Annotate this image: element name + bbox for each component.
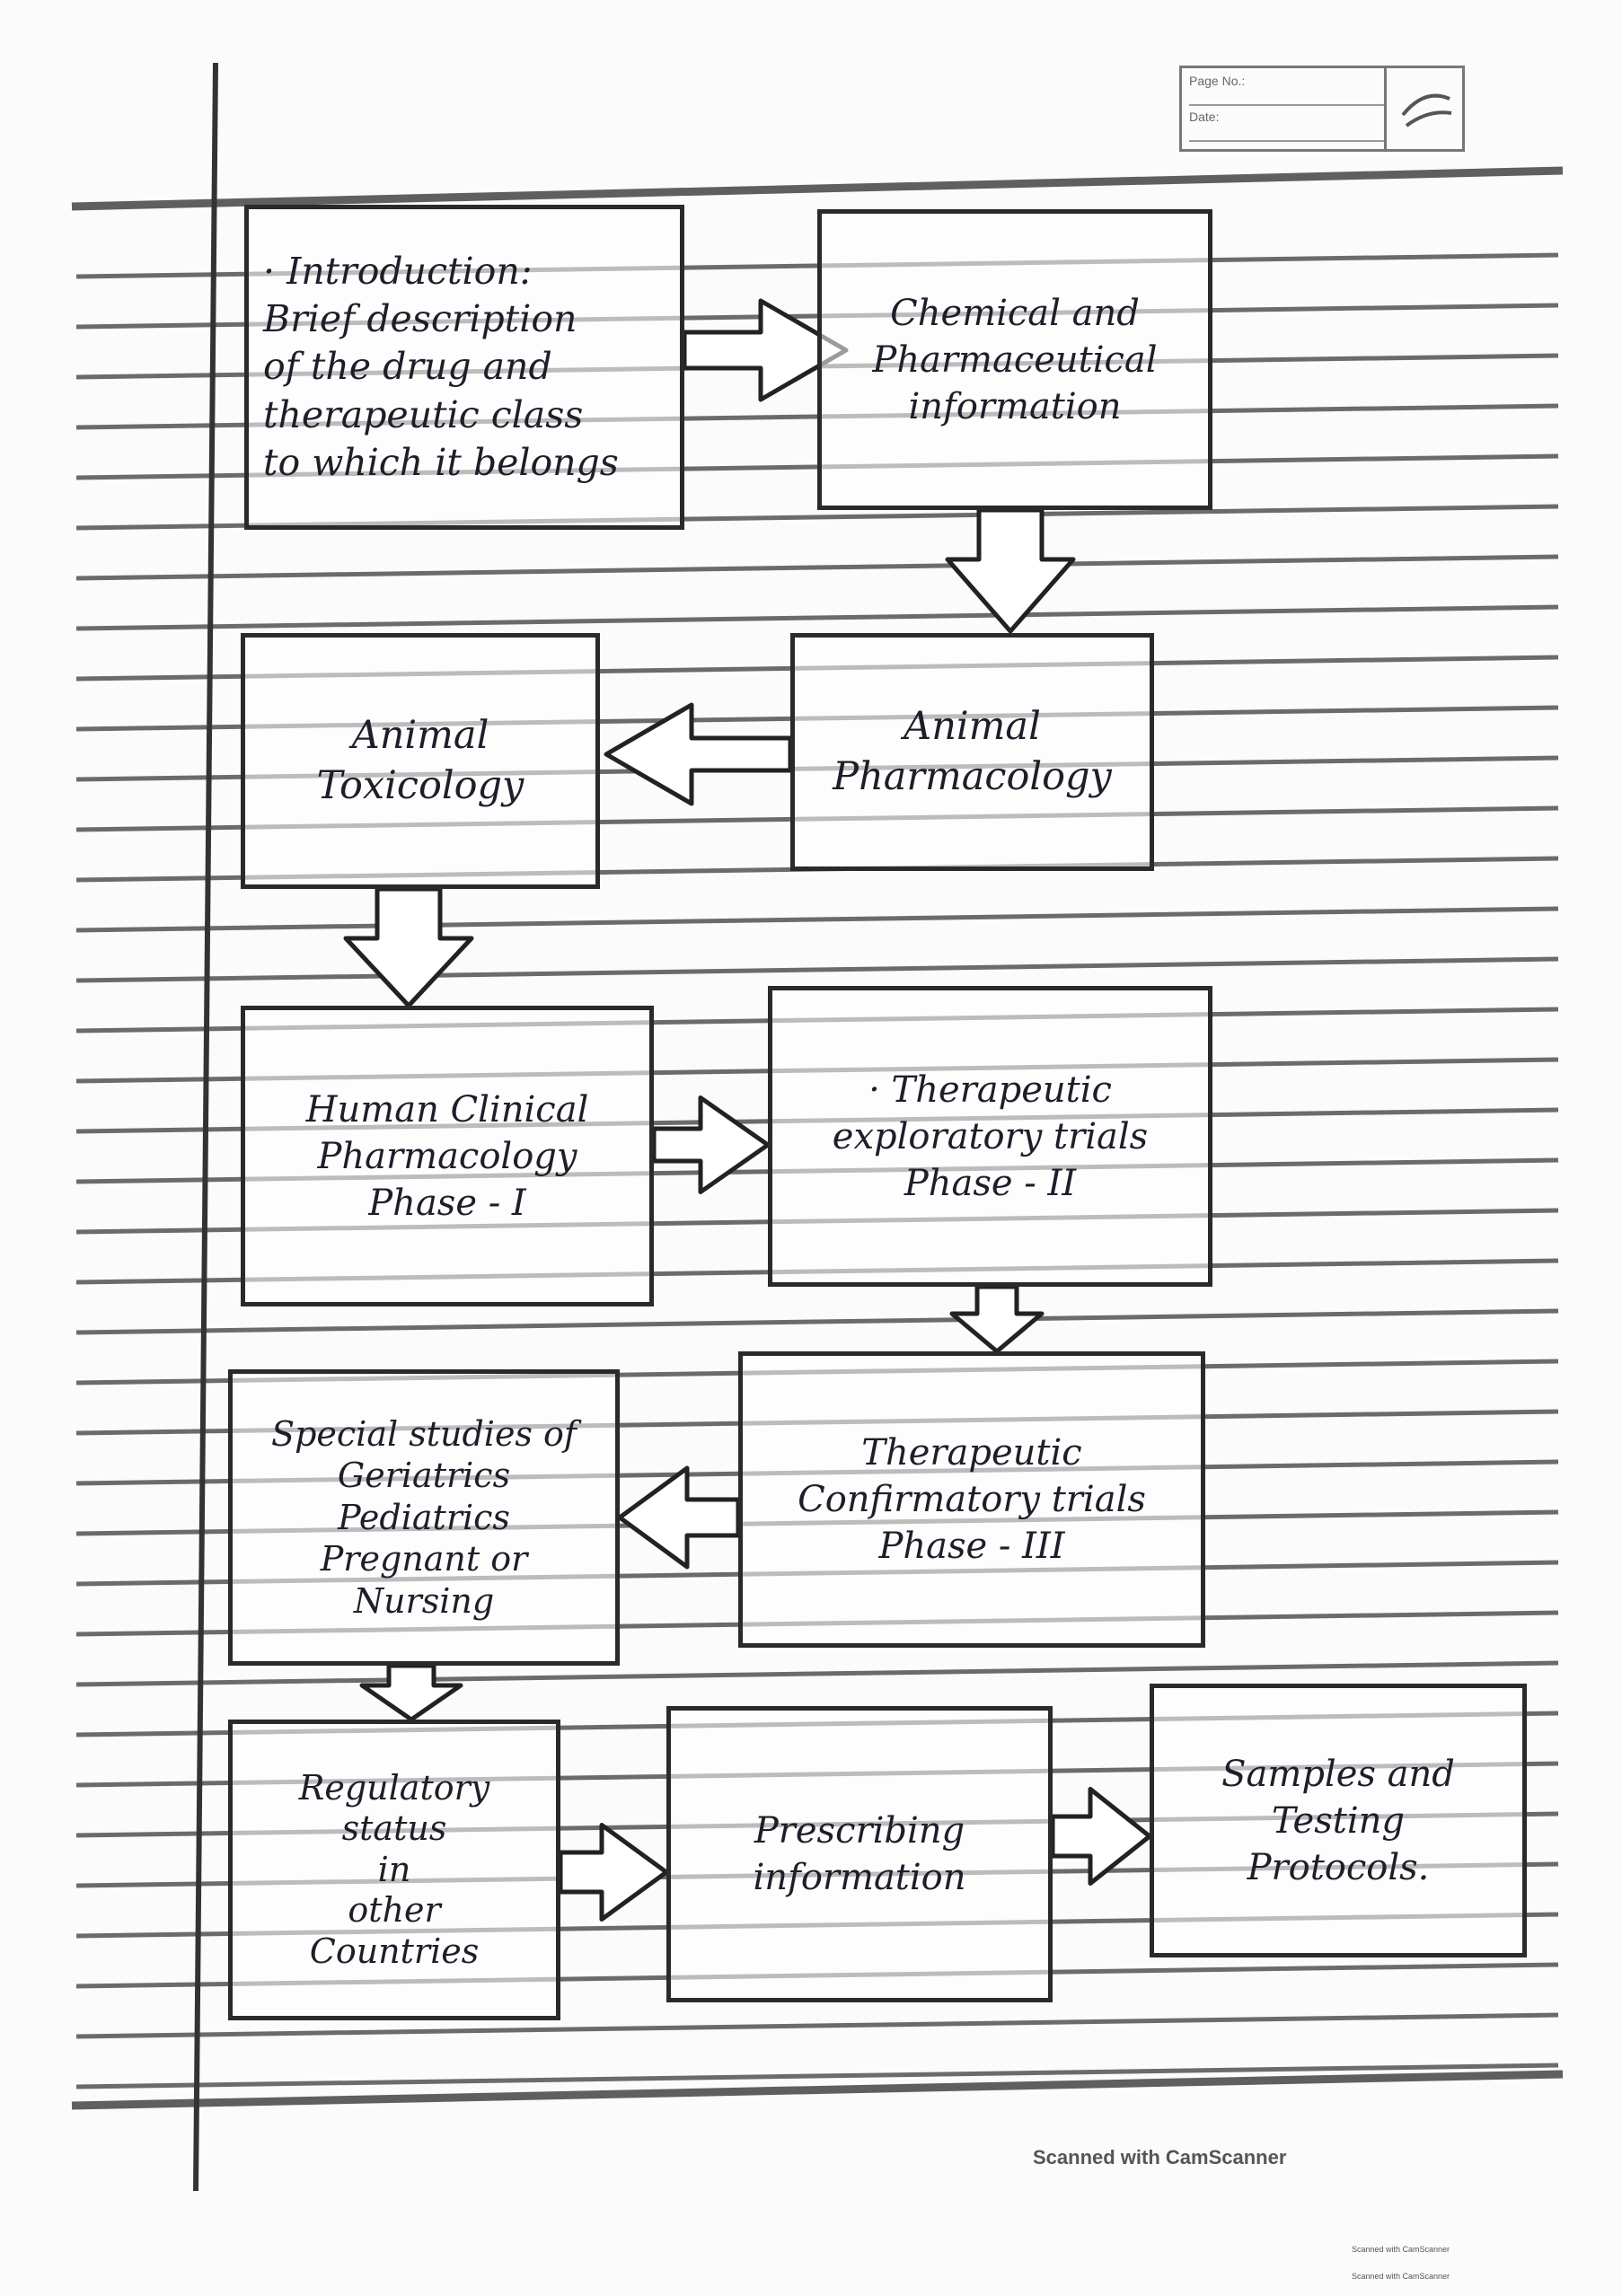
ruled-line: [76, 607, 1558, 629]
page-no-row: [1189, 74, 1387, 106]
box-text-line: Phase - III: [878, 1526, 1065, 1567]
box-text-line: Nursing: [353, 1580, 495, 1621]
box-text-line: to which it belongs: [263, 440, 619, 484]
box-text-line: exploratory trials: [832, 1115, 1149, 1157]
box-text-line: information: [908, 385, 1122, 427]
box-text-line: Human Clinical: [305, 1088, 589, 1130]
box-text-line: Pharmacology: [833, 753, 1112, 799]
box-text-line: Phase - II: [904, 1162, 1077, 1204]
arrow-phase2-to-phase3: [952, 1287, 1042, 1351]
date-label: Date:: [1189, 110, 1220, 124]
box-text-line: other: [348, 1890, 441, 1931]
box-text-line: Special studies of: [271, 1414, 577, 1455]
box-text-line: Pharmaceutical: [872, 339, 1158, 381]
ruled-line: [76, 1311, 1558, 1333]
arrow-phase3-to-special: [620, 1468, 738, 1567]
box-samples-testing-protocols: [1150, 1684, 1527, 1957]
box-text-line: Pharmacology: [317, 1135, 577, 1177]
box-text-line: Regulatory: [298, 1767, 490, 1808]
box-text-line: Samples and: [1221, 1753, 1455, 1795]
box-text-line: Chemical and: [890, 292, 1140, 334]
box-text-line: in: [377, 1849, 411, 1889]
box-text-line: therapeutic class: [263, 392, 584, 436]
arrow-toxicology-to-phase1: [346, 889, 472, 1006]
box-text-line: Animal: [904, 703, 1041, 749]
box-phase-3: [738, 1351, 1205, 1648]
page-no-label: Page No.:: [1189, 74, 1246, 88]
tick-mark-icon: [1397, 79, 1455, 142]
box-introduction: [244, 205, 684, 530]
arrow-phase1-to-phase2: [654, 1098, 768, 1192]
box-chemical-pharmaceutical-information: [817, 209, 1212, 510]
box-text-line: Toxicology: [316, 762, 525, 808]
box-text-line: Pregnant or: [320, 1539, 528, 1579]
box-animal-pharmacology: [790, 633, 1154, 871]
box-text-line: Confirmatory trials: [798, 1479, 1146, 1520]
scanner-watermark: Scanned with CamScanner: [1033, 2146, 1287, 2168]
ruled-line: [76, 959, 1558, 981]
box-text-line: Therapeutic: [861, 1432, 1082, 1473]
box-text-line: Prescribing: [754, 1810, 965, 1852]
ruled-line: [76, 557, 1558, 578]
arrow-regulatory-to-prescribing: [560, 1825, 666, 1920]
box-text-line: Brief description: [263, 297, 577, 341]
box-text-line: · Therapeutic: [868, 1069, 1112, 1111]
box-text-line: · Introduction:: [263, 249, 533, 293]
box-text-line: Pediatrics: [338, 1497, 510, 1537]
box-animal-toxicology: [241, 633, 600, 889]
box-text-line: Animal: [351, 712, 489, 758]
box-text-line: status: [341, 1808, 447, 1849]
box-text-line: of the drug and: [263, 345, 552, 389]
scanner-watermark-small-1: Scanned with CamScanner: [1352, 2245, 1450, 2254]
scanner-watermark-small-2: Scanned with CamScanner: [1352, 2272, 1450, 2281]
box-text-line: Countries: [309, 1931, 480, 1971]
box-phase-2: [768, 986, 1212, 1287]
date-row: [1189, 110, 1387, 142]
header-divider: [1384, 68, 1387, 149]
box-prescribing-information: [666, 1706, 1053, 2002]
ruled-line: [76, 1663, 1558, 1685]
box-text-line: Testing: [1271, 1799, 1405, 1842]
box-text-line: Geriatrics: [337, 1456, 511, 1496]
box-text-line: Phase - I: [368, 1182, 526, 1224]
box-text-line: Protocols.: [1247, 1846, 1430, 1888]
arrow-special-to-regulatory: [362, 1666, 461, 1720]
box-special-studies: [228, 1369, 620, 1666]
box-phase-1: [241, 1006, 654, 1306]
box-regulatory-status: [228, 1720, 560, 2020]
page-date-box: [1179, 66, 1465, 152]
box-text-line: information: [753, 1857, 966, 1898]
ruled-line: [76, 909, 1558, 930]
